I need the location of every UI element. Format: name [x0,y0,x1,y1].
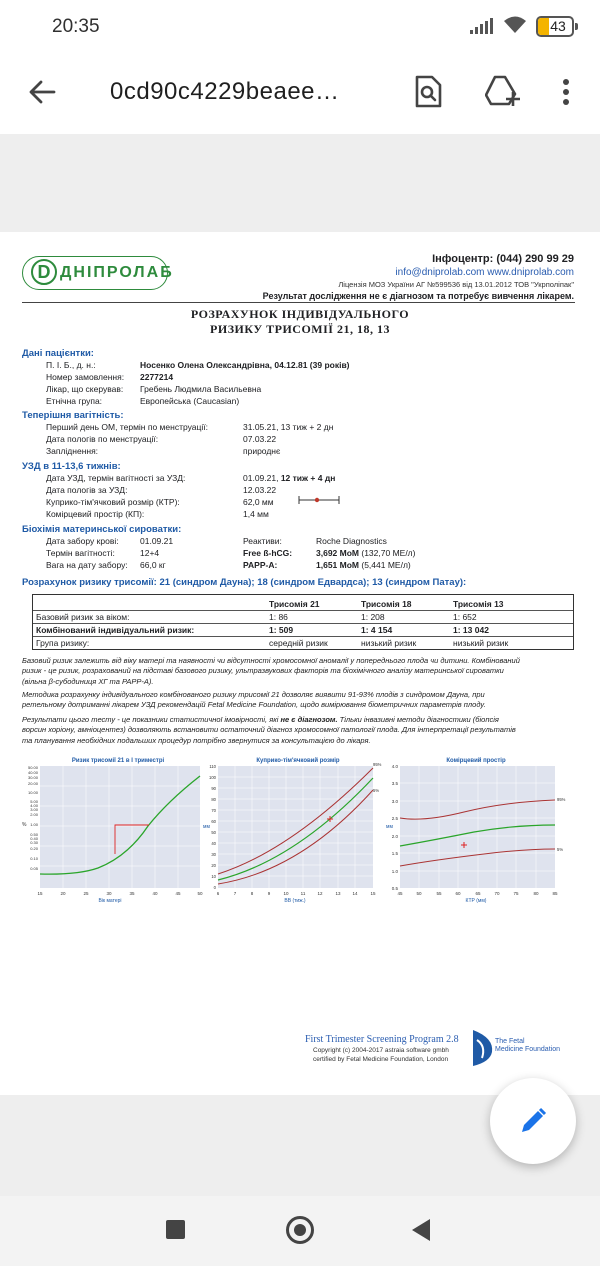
chart3-plot-area [400,766,555,888]
c2-ytick: 100 [209,775,216,780]
patient-value: 2277214 [140,372,174,382]
c3-ytick: 3.0 [391,799,398,804]
ultrasound-label: Комірцевий простір (КП): [46,509,145,519]
document-page [0,232,600,1095]
c3-5-label: 5% [557,847,564,852]
c2-5-label: 5% [373,788,380,793]
risk-table [32,594,574,650]
c2-xtick: 14 [352,891,358,896]
risk-row-label: Група ризику: [36,638,90,648]
biochem-label: Вага на дату забору: [46,560,128,570]
ultrasound-label: Куприко-тім'ячковий розмір (КТР): [46,497,180,507]
biochem-value2: 1,651 МоМ (5,441 МЕ/л) [316,560,411,570]
c3-ytick: 2.5 [391,816,398,821]
header-phone: Інфоцентр: (044) 290 99 29 [432,253,574,265]
paragraph-base-risk: Базовий ризик залежить від віку матері та наявності чи відсутності хромосомної аномалії у попереднього плода чи дитини. Комбінований ризик - це ризик, розрахований на підставі базового ризику, ультразвукових факторів та біохімічного аналізу материнської сироватки (вільна β-субодиниця ХГ та PAPP-A). [22,656,520,686]
ultrasound-heading: УЗД в 11-13,6 тижнів: [22,461,121,472]
c3-xtick: 60 [455,891,461,896]
header-email[interactable]: info@dniprolab.com www.dniprolab.com [395,267,574,278]
biochem-label2: Free ß-hCG: [243,548,293,558]
battery-level: 43 [550,18,566,34]
c2-ytick: 10 [211,874,216,879]
c2-xtick: 6 [216,891,220,896]
pregnancy-label: Перший день ОМ, термін по менструації: [46,422,208,432]
c2-ytick: 50 [211,830,216,835]
c1-ytick: 2.00 [30,812,38,817]
c2-ytick: 40 [211,841,216,846]
c2-xtick: 15 [370,891,376,896]
c2-xlabel: ВВ (тиж.) [284,898,306,904]
c3-95-label: 95% [557,797,566,802]
footer-program: First Trimester Screening Program 2.8 [305,1034,459,1045]
c2-xtick: 12 [317,891,323,896]
c1-ytick: 0.20 [30,846,38,851]
header-license: Ліцензія МОЗ України АГ №599536 від 13.01.2012 ТОВ "Укрполіпак" [338,280,574,289]
c3-ytick: 3.5 [391,781,398,786]
c2-ytick: 0 [213,885,216,890]
status-time: 20:35 [52,16,100,37]
chart1-plot-area [40,766,200,888]
c2-xtick: 13 [335,891,341,896]
c2-ytick: 80 [211,797,216,802]
c1-xtick: 50 [197,891,203,896]
ultrasound-value: 1,4 мм [243,509,269,519]
pregnancy-value: 31.05.21, 13 тиж + 2 дн [243,422,334,432]
c3-xtick: 85 [552,891,558,896]
biochem-label2: PAPP-A: [243,560,278,570]
c1-ytick: 3.00 [30,807,38,812]
c2-95-label: 95% [373,762,382,767]
c1-ytick: 10.00 [27,790,38,795]
fmf-logo [470,1028,560,1073]
c3-xtick: 55 [436,891,442,896]
signal-icon [470,18,494,34]
risk-cell: 1: 4 154 [361,625,393,635]
patient-value: Гребень Людмила Васильевна [140,384,262,394]
c2-ylabel: мм [203,824,210,830]
c3-xtick: 75 [513,891,519,896]
risk-cell: низький ризик [361,638,417,648]
footer-copyright: Copyright (c) 2004-2017 astraia software gmbh [313,1047,449,1054]
c1-ytick: 1.00 [30,822,38,827]
ultrasound-label: Дата пологів за УЗД: [46,485,128,495]
c1-xlabel: Вік матері [98,898,122,904]
c3-xtick: 65 [475,891,481,896]
risk-col-header: Трисомія 18 [361,599,412,609]
pregnancy-label: Запліднення: [46,446,99,456]
biochem-value: 01.09.21 [140,536,174,546]
risk-row-label: Комбінований індивідуальний ризик: [36,625,195,635]
pregnancy-value: природнє [243,446,281,456]
c1-xtick: 40 [152,891,158,896]
risk-col-header: Трисомія 21 [269,599,320,609]
c2-ytick: 60 [211,819,216,824]
wifi-icon [503,15,527,35]
document-search-icon[interactable] [413,75,443,109]
c2-ytick: 30 [211,852,216,857]
pregnancy-value: 07.03.22 [243,434,277,444]
c1-ytick: 4.00 [30,803,38,808]
c1-ytick: 0.10 [30,856,38,861]
c1-ytick: 30.00 [27,775,38,780]
status-bar [0,0,600,52]
paragraph-method: Методика розрахунку індивідуального комбінованого ризику трисомії 21 дозволяє виявити 91-93% плодів з синдромом Дауна, при ретельному дотриманні лікарем УЗД рекомендацій Fetal Medicine Foundation, щодо вимірювання біометричних параметрів плоду. [22,690,486,710]
ktr-range-marker [298,495,340,505]
home-button[interactable] [286,1216,314,1244]
c3-xtick: 45 [397,891,403,896]
c2-ytick: 110 [209,764,216,769]
risk-cell: середній ризик [269,638,328,648]
patient-label: Етнічна група: [46,396,103,406]
c2-xtick: 8 [250,891,254,896]
fmf-logo-icon [470,1028,494,1068]
c2-ytick: 70 [211,808,216,813]
nav-back-button[interactable] [412,1219,430,1241]
ultrasound-value: 62,0 мм [243,497,274,507]
patient-label: Номер замовлення: [46,372,125,382]
c1-xtick: 45 [175,891,181,896]
c3-ytick: 2.0 [391,834,398,839]
battery-icon [536,16,574,37]
chart3-title: Комірцевий простір [446,758,506,764]
logo-text: ДНІПРОЛАБ [60,264,174,281]
system-nav-bar [0,1196,600,1266]
risk-cell: 1: 13 042 [453,625,489,635]
c3-ytick: 0.5 [391,886,398,891]
c1-xtick: 15 [37,891,43,896]
back-arrow-icon[interactable] [27,77,57,107]
recents-button[interactable] [166,1220,185,1239]
c3-ytick: 1.0 [391,869,398,874]
risk-cell: 1: 86 [269,612,288,622]
c1-ytick: 20.00 [27,781,38,786]
c1-ytick: 40.00 [27,770,38,775]
chart1-title: Ризик трисомії 21 в І триместрі [71,758,165,764]
c3-ytick: 4.0 [391,764,398,769]
chart-trisomy21-risk [18,756,208,906]
patient-heading: Дані пацієнтки: [22,348,94,359]
c1-ytick: 0.40 [30,836,38,841]
c1-ytick: 0.30 [30,840,38,845]
c3-ylabel: мм [386,824,393,830]
c1-xtick: 35 [129,891,135,896]
app-bar [0,52,600,134]
risk-cell: 1: 509 [269,625,294,635]
chart2-title: Куприко-тім'ячковий розмір [256,758,340,764]
biochem-value: 66,0 кг [140,560,166,570]
dniprolab-logo: D ДНІПРОЛАБ [22,256,168,290]
footer-certified: certified by Fetal Medicine Foundation, London [313,1056,449,1063]
c1-ylabel: % [22,822,27,828]
c1-xtick: 30 [106,891,112,896]
c1-ytick: 50.00 [27,765,38,770]
header-rule [22,302,575,303]
more-options-icon[interactable] [562,78,570,106]
c1-xtick: 25 [83,891,89,896]
biochem-value2: 3,692 МоМ (132,70 МЕ/л) [316,548,416,558]
paragraph-results: Результати цього тесту - це показники статистичної імовірності, які не є діагнозом. Тільки інвазивні методи діагностики (біопсія ворсин хоріону, амніоцентез) дозволяють встановити остаточний діагноз хромосомної патології плода. Для інтерпретації результатів та планування необхідних подальших процедур потрібно звернутися за консультацією до лікаря. [22,715,516,745]
chart-nt [384,756,574,906]
biochem-label2: Реактиви: [243,536,282,546]
edit-fab-button[interactable] [490,1078,576,1164]
biochem-label: Дата забору крові: [46,536,119,546]
pregnancy-heading: Теперішня вагітність: [22,410,124,421]
c1-ytick: 0.05 [30,866,38,871]
c2-ytick: 90 [211,786,216,791]
biochem-value: 12+4 [140,548,160,558]
c1-ytick: 0.50 [30,832,38,837]
c2-xtick: 10 [283,891,289,896]
patient-value: Европейська (Caucasian) [140,396,240,406]
c2-xtick: 9 [267,891,271,896]
fmf-text-1: The Fetal [495,1038,525,1045]
pencil-icon [517,1105,549,1137]
c3-ytick: 1.5 [391,851,398,856]
risk-cell: 1: 208 [361,612,385,622]
risk-heading: Розрахунок ризику трисомії: 21 (синдром Дауна); 18 (синдром Едвардса); 13 (синдром Патау): [22,577,467,588]
c3-xtick: 80 [533,891,539,896]
ultrasound-value: 01.09.21, 12 тиж + 4 дн [243,473,336,483]
ultrasound-value: 12.03.22 [243,485,277,495]
doc-title-2: РИЗИКУ ТРИСОМІЇ 21, 18, 13 [210,322,390,336]
document-viewer[interactable] [0,134,600,1196]
biochem-label: Термін вагітності: [46,548,115,558]
c2-xtick: 7 [233,891,237,896]
c3-xtick: 70 [494,891,500,896]
c2-xtick: 11 [300,891,306,896]
risk-row-label: Базовий ризик за віком: [36,612,130,622]
fmf-text-2: Medicine Foundation [495,1046,560,1053]
pregnancy-label: Дата пологів по менструації: [46,434,159,444]
risk-cell: 1: 652 [453,612,477,622]
document-title: 0cd90c4229beaee… [110,78,340,105]
header-disclaimer: Результат дослідження не є діагнозом та потребує вивчення лікарем. [262,291,574,301]
ultrasound-label: Дата УЗД, термін вагітності за УЗД: [46,473,186,483]
add-to-drive-icon[interactable] [485,74,521,108]
c1-xtick: 20 [60,891,66,896]
patient-label: П. І. Б., д. н.: [46,360,96,370]
chart-crl [200,756,390,906]
c1-ytick: 5.00 [30,799,38,804]
doc-title-1: РОЗРАХУНОК ІНДИВІДУАЛЬНОГО [190,307,410,321]
biochem-heading: Біохімія материнської сироватки: [22,524,182,535]
c3-xlabel: КТР (мм) [465,898,487,904]
patient-label: Лікар, що скерував: [46,384,124,394]
c2-ytick: 20 [211,863,216,868]
c3-xtick: 50 [416,891,422,896]
risk-cell: низький ризик [453,638,509,648]
biochem-value2: Roche Diagnostics [316,536,387,546]
chart2-plot-area [218,766,373,888]
patient-value: Носенко Олена Олександрівна, 04.12.81 (39 років) [140,360,350,370]
risk-col-header: Трисомія 13 [453,599,504,609]
